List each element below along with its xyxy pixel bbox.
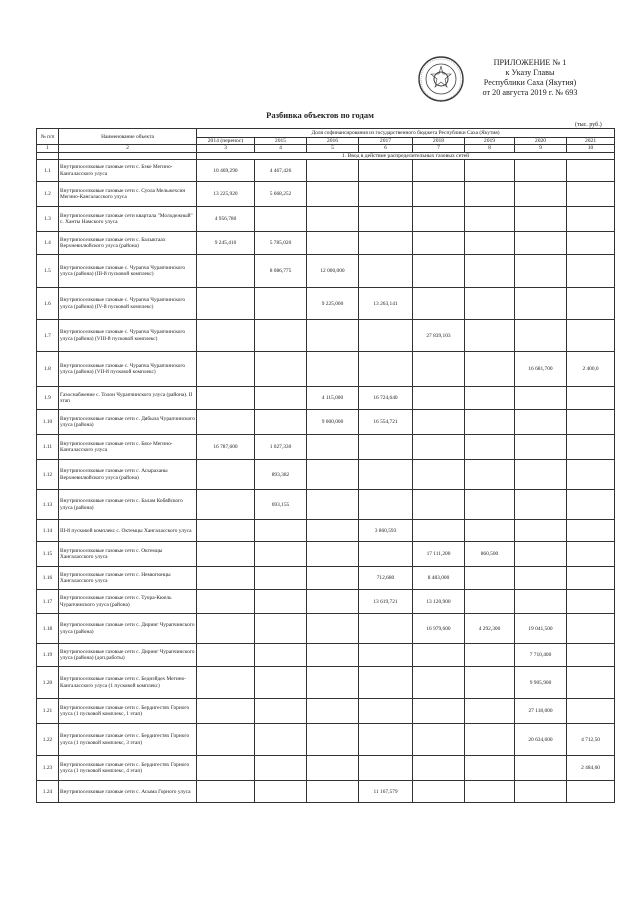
row-number: 1.22 bbox=[37, 724, 59, 756]
funding-value bbox=[197, 460, 255, 490]
funding-value bbox=[465, 232, 515, 255]
funding-value bbox=[515, 756, 567, 781]
header-year: 2018 bbox=[413, 138, 465, 145]
object-name: Внутрипоселковые газовые сети квартала "Молодежный" с. Ханты Намского улуса bbox=[59, 207, 197, 232]
funding-value bbox=[465, 288, 515, 320]
funding-value bbox=[465, 460, 515, 490]
table-row bbox=[37, 542, 615, 567]
funding-value bbox=[255, 410, 307, 435]
funding-value bbox=[515, 520, 567, 542]
funding-value bbox=[197, 520, 255, 542]
header-group: Доля софинансирования из государственного бюджета Республики Саха (Якутия) bbox=[197, 129, 615, 138]
row-number: 1.8 bbox=[37, 352, 59, 387]
funding-value bbox=[197, 387, 255, 410]
funding-value bbox=[515, 490, 567, 520]
header-year: 2020 bbox=[515, 138, 567, 145]
object-name: Внутрипоселковые газовые сети с. Дябыла Чурапчинского улуса (района) bbox=[59, 410, 197, 435]
funding-value bbox=[413, 288, 465, 320]
funding-value bbox=[567, 182, 615, 207]
units-note: (тыс. руб.) bbox=[575, 122, 602, 128]
row-number: 1.11 bbox=[37, 435, 59, 460]
funding-value bbox=[567, 207, 615, 232]
funding-value bbox=[465, 724, 515, 756]
funding-value bbox=[465, 567, 515, 590]
funding-value: 9 000,000 bbox=[307, 410, 359, 435]
table-row bbox=[37, 182, 615, 207]
funding-value bbox=[515, 232, 567, 255]
funding-value bbox=[255, 614, 307, 644]
section-spacer bbox=[37, 152, 59, 159]
table-row bbox=[37, 490, 615, 520]
funding-value bbox=[307, 207, 359, 232]
table-row bbox=[37, 567, 615, 590]
funding-value bbox=[413, 387, 465, 410]
funding-value: 9 245,410 bbox=[197, 232, 255, 255]
funding-value bbox=[413, 352, 465, 387]
funding-value bbox=[465, 435, 515, 460]
funding-value bbox=[307, 352, 359, 387]
funding-value bbox=[465, 182, 515, 207]
funding-value bbox=[465, 699, 515, 724]
funding-value bbox=[567, 160, 615, 182]
funding-value: 16 681,700 bbox=[515, 352, 567, 387]
funding-value: 9 905,900 bbox=[515, 667, 567, 699]
object-name: Внутрипоселковые газовые сети с. Бедиэйдех Мегино-Кангаласского улуса (1 пусковой комплекс) bbox=[59, 667, 197, 699]
funding-value bbox=[567, 460, 615, 490]
funding-value bbox=[515, 542, 567, 567]
table-row bbox=[37, 590, 615, 614]
funding-value bbox=[307, 667, 359, 699]
column-number: 5 bbox=[307, 145, 359, 152]
column-number: 6 bbox=[359, 145, 413, 152]
funding-value bbox=[413, 460, 465, 490]
object-name: III-й пусковой комплекс с. Октемцы Хангаласского улуса bbox=[59, 520, 197, 542]
column-number: 1 bbox=[37, 145, 59, 152]
funding-value bbox=[307, 160, 359, 182]
funding-value bbox=[567, 387, 615, 410]
funding-value bbox=[567, 410, 615, 435]
funding-value bbox=[255, 781, 307, 803]
funding-value bbox=[515, 590, 567, 614]
funding-value bbox=[567, 490, 615, 520]
funding-value bbox=[197, 542, 255, 567]
funding-value bbox=[197, 667, 255, 699]
funding-value bbox=[197, 614, 255, 644]
object-name: Внутрипоселковые газовые сети с. Туора-Кюель Чурапчинского улуса (района) bbox=[59, 590, 197, 614]
row-number: 1.21 bbox=[37, 699, 59, 724]
funding-value bbox=[255, 667, 307, 699]
funding-value bbox=[307, 490, 359, 520]
funding-value bbox=[515, 160, 567, 182]
funding-value bbox=[255, 207, 307, 232]
funding-value: 712,680 bbox=[359, 567, 413, 590]
funding-value bbox=[255, 644, 307, 667]
table-row bbox=[37, 435, 615, 460]
appendix-line-1: ПРИЛОЖЕНИЕ № 1 bbox=[493, 58, 567, 67]
table-body bbox=[37, 152, 615, 802]
funding-value bbox=[465, 644, 515, 667]
table-row bbox=[37, 644, 615, 667]
appendix-line-4: от 20 августа 2019 г. № 693 bbox=[482, 88, 578, 97]
row-number: 1.1 bbox=[37, 160, 59, 182]
funding-value: 17 111,200 bbox=[413, 542, 465, 567]
row-number: 1.18 bbox=[37, 614, 59, 644]
appendix-header bbox=[455, 58, 605, 98]
funding-value bbox=[413, 644, 465, 667]
funding-value bbox=[359, 232, 413, 255]
object-name: Внутрипоселковые газовые с. Чурапча Чурапчинского улуса (района) (VII-й пусковой комплекс) bbox=[59, 352, 197, 387]
column-number: 8 bbox=[465, 145, 515, 152]
funding-value bbox=[413, 781, 465, 803]
table-row bbox=[37, 255, 615, 288]
table-row bbox=[37, 288, 615, 320]
funding-value bbox=[197, 490, 255, 520]
object-name: Внутрипоселковые газовые сети с. Октемцы Хангаласского улуса bbox=[59, 542, 197, 567]
table-row bbox=[37, 160, 615, 182]
funding-value bbox=[465, 160, 515, 182]
funding-value bbox=[255, 520, 307, 542]
funding-value bbox=[567, 288, 615, 320]
funding-value bbox=[515, 435, 567, 460]
object-name: Внутрипоселковые газовые сети с. Асыраханы Верхневилюйского улуса (района) bbox=[59, 460, 197, 490]
header-year: 2017 bbox=[359, 138, 413, 145]
object-name: Внутрипоселковые газовые сети с. Балам Кобяйского улуса (района) bbox=[59, 490, 197, 520]
funding-value bbox=[413, 699, 465, 724]
object-name: Внутрипоселковые газовые с. Чурапча Чурапчинского улуса (района) (IV-й пусковой комплекс) bbox=[59, 288, 197, 320]
row-number: 1.19 bbox=[37, 644, 59, 667]
funding-value bbox=[515, 255, 567, 288]
funding-value bbox=[515, 182, 567, 207]
funding-value bbox=[255, 699, 307, 724]
row-number: 1.23 bbox=[37, 756, 59, 781]
funding-value bbox=[413, 232, 465, 255]
funding-value: 4 115,000 bbox=[307, 387, 359, 410]
row-number: 1.9 bbox=[37, 387, 59, 410]
funding-value: 16 787,600 bbox=[197, 435, 255, 460]
funding-value bbox=[307, 320, 359, 352]
funding-value bbox=[255, 320, 307, 352]
funding-value bbox=[515, 288, 567, 320]
funding-value bbox=[567, 590, 615, 614]
funding-value bbox=[307, 567, 359, 590]
object-name: Внутрипоселковые газовые сети с. Суола Мельжехсин Мегино-Кангаласского улуса bbox=[59, 182, 197, 207]
funding-value: 8 086,775 bbox=[255, 255, 307, 288]
funding-value bbox=[307, 614, 359, 644]
table-row bbox=[37, 520, 615, 542]
funding-value: 5 668,252 bbox=[255, 182, 307, 207]
funding-value bbox=[307, 644, 359, 667]
funding-value bbox=[465, 207, 515, 232]
funding-value bbox=[255, 542, 307, 567]
funding-value bbox=[413, 756, 465, 781]
funding-value bbox=[465, 490, 515, 520]
funding-value bbox=[515, 567, 567, 590]
appendix-line-2: к Указу Главы bbox=[505, 68, 555, 77]
header-year: 2014 (перенос) bbox=[197, 138, 255, 145]
funding-value: 16 724,640 bbox=[359, 387, 413, 410]
row-number: 1.5 bbox=[37, 255, 59, 288]
funding-value bbox=[413, 207, 465, 232]
row-number: 1.3 bbox=[37, 207, 59, 232]
funding-value bbox=[515, 387, 567, 410]
funding-value bbox=[197, 644, 255, 667]
funding-value bbox=[307, 590, 359, 614]
funding-value bbox=[197, 410, 255, 435]
section-spacer bbox=[59, 152, 197, 159]
funding-value bbox=[197, 756, 255, 781]
funding-value bbox=[413, 410, 465, 435]
object-name: Внутрипоселковые газовые сети с. Диринг Чурапчинского улуса (района) (доп.работы) bbox=[59, 644, 197, 667]
funding-value bbox=[307, 435, 359, 460]
object-name: Внутрипоселковые газовые сети с. Бердигестях Горного улуса (1 пусковой комплекс, 4 этап) bbox=[59, 756, 197, 781]
funding-value bbox=[307, 724, 359, 756]
funding-value bbox=[359, 320, 413, 352]
funding-value bbox=[307, 699, 359, 724]
funding-value bbox=[255, 590, 307, 614]
funding-value: 7 710,400 bbox=[515, 644, 567, 667]
funding-value bbox=[197, 352, 255, 387]
funding-value bbox=[413, 255, 465, 288]
column-number: 2 bbox=[59, 145, 197, 152]
funding-value: 4 292,300 bbox=[465, 614, 515, 644]
funding-value: 11 167,579 bbox=[359, 781, 413, 803]
funding-value bbox=[359, 699, 413, 724]
funding-value bbox=[359, 352, 413, 387]
funding-value bbox=[307, 756, 359, 781]
column-number: 9 bbox=[515, 145, 567, 152]
header-year: 2021 bbox=[567, 138, 615, 145]
funding-value bbox=[197, 724, 255, 756]
funding-value: 13 619,721 bbox=[359, 590, 413, 614]
section-title: 1. Ввод в действие распределительных газовых сетей bbox=[197, 152, 615, 159]
table-row bbox=[37, 410, 615, 435]
funding-value bbox=[515, 781, 567, 803]
funding-value bbox=[465, 667, 515, 699]
funding-value: 8 483,000 bbox=[413, 567, 465, 590]
funding-value: 2 400,0 bbox=[567, 352, 615, 387]
funding-value bbox=[359, 724, 413, 756]
funding-value: 693,155 bbox=[255, 490, 307, 520]
row-number: 1.16 bbox=[37, 567, 59, 590]
funding-value bbox=[567, 699, 615, 724]
funding-value bbox=[307, 182, 359, 207]
funding-value bbox=[359, 207, 413, 232]
funding-value bbox=[413, 490, 465, 520]
funding-value: 13 120,900 bbox=[413, 590, 465, 614]
object-name: Внутрипоселковые газовые сети с. Диринг Чурапчинского улуса (района) bbox=[59, 614, 197, 644]
row-number: 1.17 bbox=[37, 590, 59, 614]
funding-value bbox=[567, 542, 615, 567]
funding-value: 3 860,593 bbox=[359, 520, 413, 542]
funding-value bbox=[197, 699, 255, 724]
funding-value bbox=[307, 520, 359, 542]
document-title: Разбивка объектов по годам bbox=[266, 110, 374, 120]
column-number: 4 bbox=[255, 145, 307, 152]
funding-value bbox=[465, 255, 515, 288]
funding-value: 893,382 bbox=[255, 460, 307, 490]
row-number: 1.24 bbox=[37, 781, 59, 803]
row-number: 1.6 bbox=[37, 288, 59, 320]
funding-value bbox=[515, 460, 567, 490]
funding-value bbox=[197, 320, 255, 352]
funding-value: 10 469,290 bbox=[197, 160, 255, 182]
funding-value bbox=[307, 781, 359, 803]
funding-value bbox=[359, 644, 413, 667]
funding-value bbox=[307, 460, 359, 490]
funding-value bbox=[197, 255, 255, 288]
table-row bbox=[37, 781, 615, 803]
funding-value bbox=[567, 255, 615, 288]
object-name: Внутрипоселковые газовые сети с. Немюгюнцы Хангаласского улуса bbox=[59, 567, 197, 590]
table-row bbox=[37, 207, 615, 232]
appendix-line-3: Республики Саха (Якутия) bbox=[483, 78, 577, 87]
row-number: 1.20 bbox=[37, 667, 59, 699]
table-row bbox=[37, 614, 615, 644]
object-name: Внутрипоселковые газовые сети с. Бясе Мегино-Кангаласского улуса bbox=[59, 435, 197, 460]
funding-value bbox=[567, 232, 615, 255]
header-num: № п/п bbox=[37, 129, 59, 145]
funding-value bbox=[359, 667, 413, 699]
funding-value bbox=[255, 724, 307, 756]
row-number: 1.13 bbox=[37, 490, 59, 520]
funding-value bbox=[567, 567, 615, 590]
funding-value bbox=[359, 255, 413, 288]
funding-value bbox=[307, 542, 359, 567]
row-number: 1.14 bbox=[37, 520, 59, 542]
funding-value: 20 634,600 bbox=[515, 724, 567, 756]
funding-value bbox=[465, 352, 515, 387]
funding-value bbox=[413, 435, 465, 460]
funding-value: 12 000,000 bbox=[307, 255, 359, 288]
funding-value bbox=[359, 756, 413, 781]
funding-value bbox=[465, 320, 515, 352]
funding-value bbox=[515, 410, 567, 435]
funding-value bbox=[413, 182, 465, 207]
funding-value: 27 839,103 bbox=[413, 320, 465, 352]
funding-value bbox=[413, 667, 465, 699]
funding-value bbox=[567, 667, 615, 699]
table-row bbox=[37, 387, 615, 410]
funding-value bbox=[567, 320, 615, 352]
funding-value bbox=[465, 756, 515, 781]
funding-value: 16 554,721 bbox=[359, 410, 413, 435]
funding-value bbox=[359, 460, 413, 490]
column-number: 7 bbox=[413, 145, 465, 152]
funding-value bbox=[255, 288, 307, 320]
table-row bbox=[37, 320, 615, 352]
object-name: Внутрипоселковые газовые с. Чурапча Чурапчинского улуса (района) (III-й пусковой комплекс) bbox=[59, 255, 197, 288]
objects-table bbox=[36, 128, 615, 803]
funding-value: 27 118,000 bbox=[515, 699, 567, 724]
header-year: 2015 bbox=[255, 138, 307, 145]
funding-value: 5 785,020 bbox=[255, 232, 307, 255]
funding-value bbox=[567, 614, 615, 644]
object-name: Газоснабжение с. Толон Чурапчинского улуса (района). II этап bbox=[59, 387, 197, 410]
row-number: 1.10 bbox=[37, 410, 59, 435]
funding-value: 16 979,600 bbox=[413, 614, 465, 644]
funding-value: 13 225,920 bbox=[197, 182, 255, 207]
funding-value bbox=[197, 288, 255, 320]
object-name: Внутрипоселковые газовые с. Чурапча Чурапчинского улуса (района) (VIII-й пусковой комплекс) bbox=[59, 320, 197, 352]
row-number: 1.15 bbox=[37, 542, 59, 567]
funding-value: 19 041,500 bbox=[515, 614, 567, 644]
funding-value bbox=[359, 614, 413, 644]
funding-value: 4 956,780 bbox=[197, 207, 255, 232]
header-year: 2019 bbox=[465, 138, 515, 145]
table-row bbox=[37, 460, 615, 490]
funding-value bbox=[567, 781, 615, 803]
funding-value: 4 712,50 bbox=[567, 724, 615, 756]
funding-value bbox=[567, 644, 615, 667]
table-row bbox=[37, 756, 615, 781]
row-number: 1.2 bbox=[37, 182, 59, 207]
funding-value bbox=[515, 320, 567, 352]
funding-value bbox=[515, 207, 567, 232]
funding-value bbox=[567, 435, 615, 460]
row-number: 1.7 bbox=[37, 320, 59, 352]
funding-value bbox=[413, 724, 465, 756]
funding-value bbox=[359, 182, 413, 207]
funding-value: 1 027,330 bbox=[255, 435, 307, 460]
object-name: Внутрипоселковые газовые сети с. Балыктаах Верхневилюйского улуса (района) bbox=[59, 232, 197, 255]
funding-value bbox=[255, 756, 307, 781]
funding-value bbox=[413, 160, 465, 182]
funding-value: 9 225,000 bbox=[307, 288, 359, 320]
funding-value: 13 263,141 bbox=[359, 288, 413, 320]
table-row bbox=[37, 667, 615, 699]
row-number: 1.12 bbox=[37, 460, 59, 490]
funding-value bbox=[359, 490, 413, 520]
funding-value bbox=[413, 520, 465, 542]
funding-value bbox=[197, 567, 255, 590]
funding-value bbox=[465, 520, 515, 542]
funding-value bbox=[255, 352, 307, 387]
table-row bbox=[37, 699, 615, 724]
funding-value bbox=[465, 387, 515, 410]
funding-value bbox=[465, 781, 515, 803]
header-year: 2016 bbox=[307, 138, 359, 145]
funding-value bbox=[307, 232, 359, 255]
funding-value bbox=[197, 781, 255, 803]
table-row bbox=[37, 724, 615, 756]
object-name: Внутрипоселковые газовые сети с. Бердигестях Горного улуса (1 пусковой комплекс, 3 этап) bbox=[59, 724, 197, 756]
column-number: 3 bbox=[197, 145, 255, 152]
funding-value bbox=[465, 590, 515, 614]
funding-value bbox=[359, 160, 413, 182]
object-name: Внутрипоселковые газовые сети с. Бердигестях Горного улуса (1 пусковой комплекс, 1 этап) bbox=[59, 699, 197, 724]
funding-value bbox=[567, 520, 615, 542]
funding-value: 2 484,60 bbox=[567, 756, 615, 781]
column-number: 10 bbox=[567, 145, 615, 152]
table-row bbox=[37, 352, 615, 387]
funding-value bbox=[359, 542, 413, 567]
row-number: 1.4 bbox=[37, 232, 59, 255]
funding-value bbox=[197, 590, 255, 614]
funding-value bbox=[255, 567, 307, 590]
object-name: Внутрипоселковые газовые сети с. Бэке Мегино-Кангаласского улуса bbox=[59, 160, 197, 182]
table-row bbox=[37, 232, 615, 255]
funding-value bbox=[465, 410, 515, 435]
funding-value: 4 467,426 bbox=[255, 160, 307, 182]
header-name: Наименование объекта bbox=[59, 129, 197, 145]
object-name: Внутрипоселковые газовые сети с. Асыма Горного улуса bbox=[59, 781, 197, 803]
funding-value bbox=[255, 387, 307, 410]
funding-value: 860,500 bbox=[465, 542, 515, 567]
funding-value bbox=[359, 435, 413, 460]
